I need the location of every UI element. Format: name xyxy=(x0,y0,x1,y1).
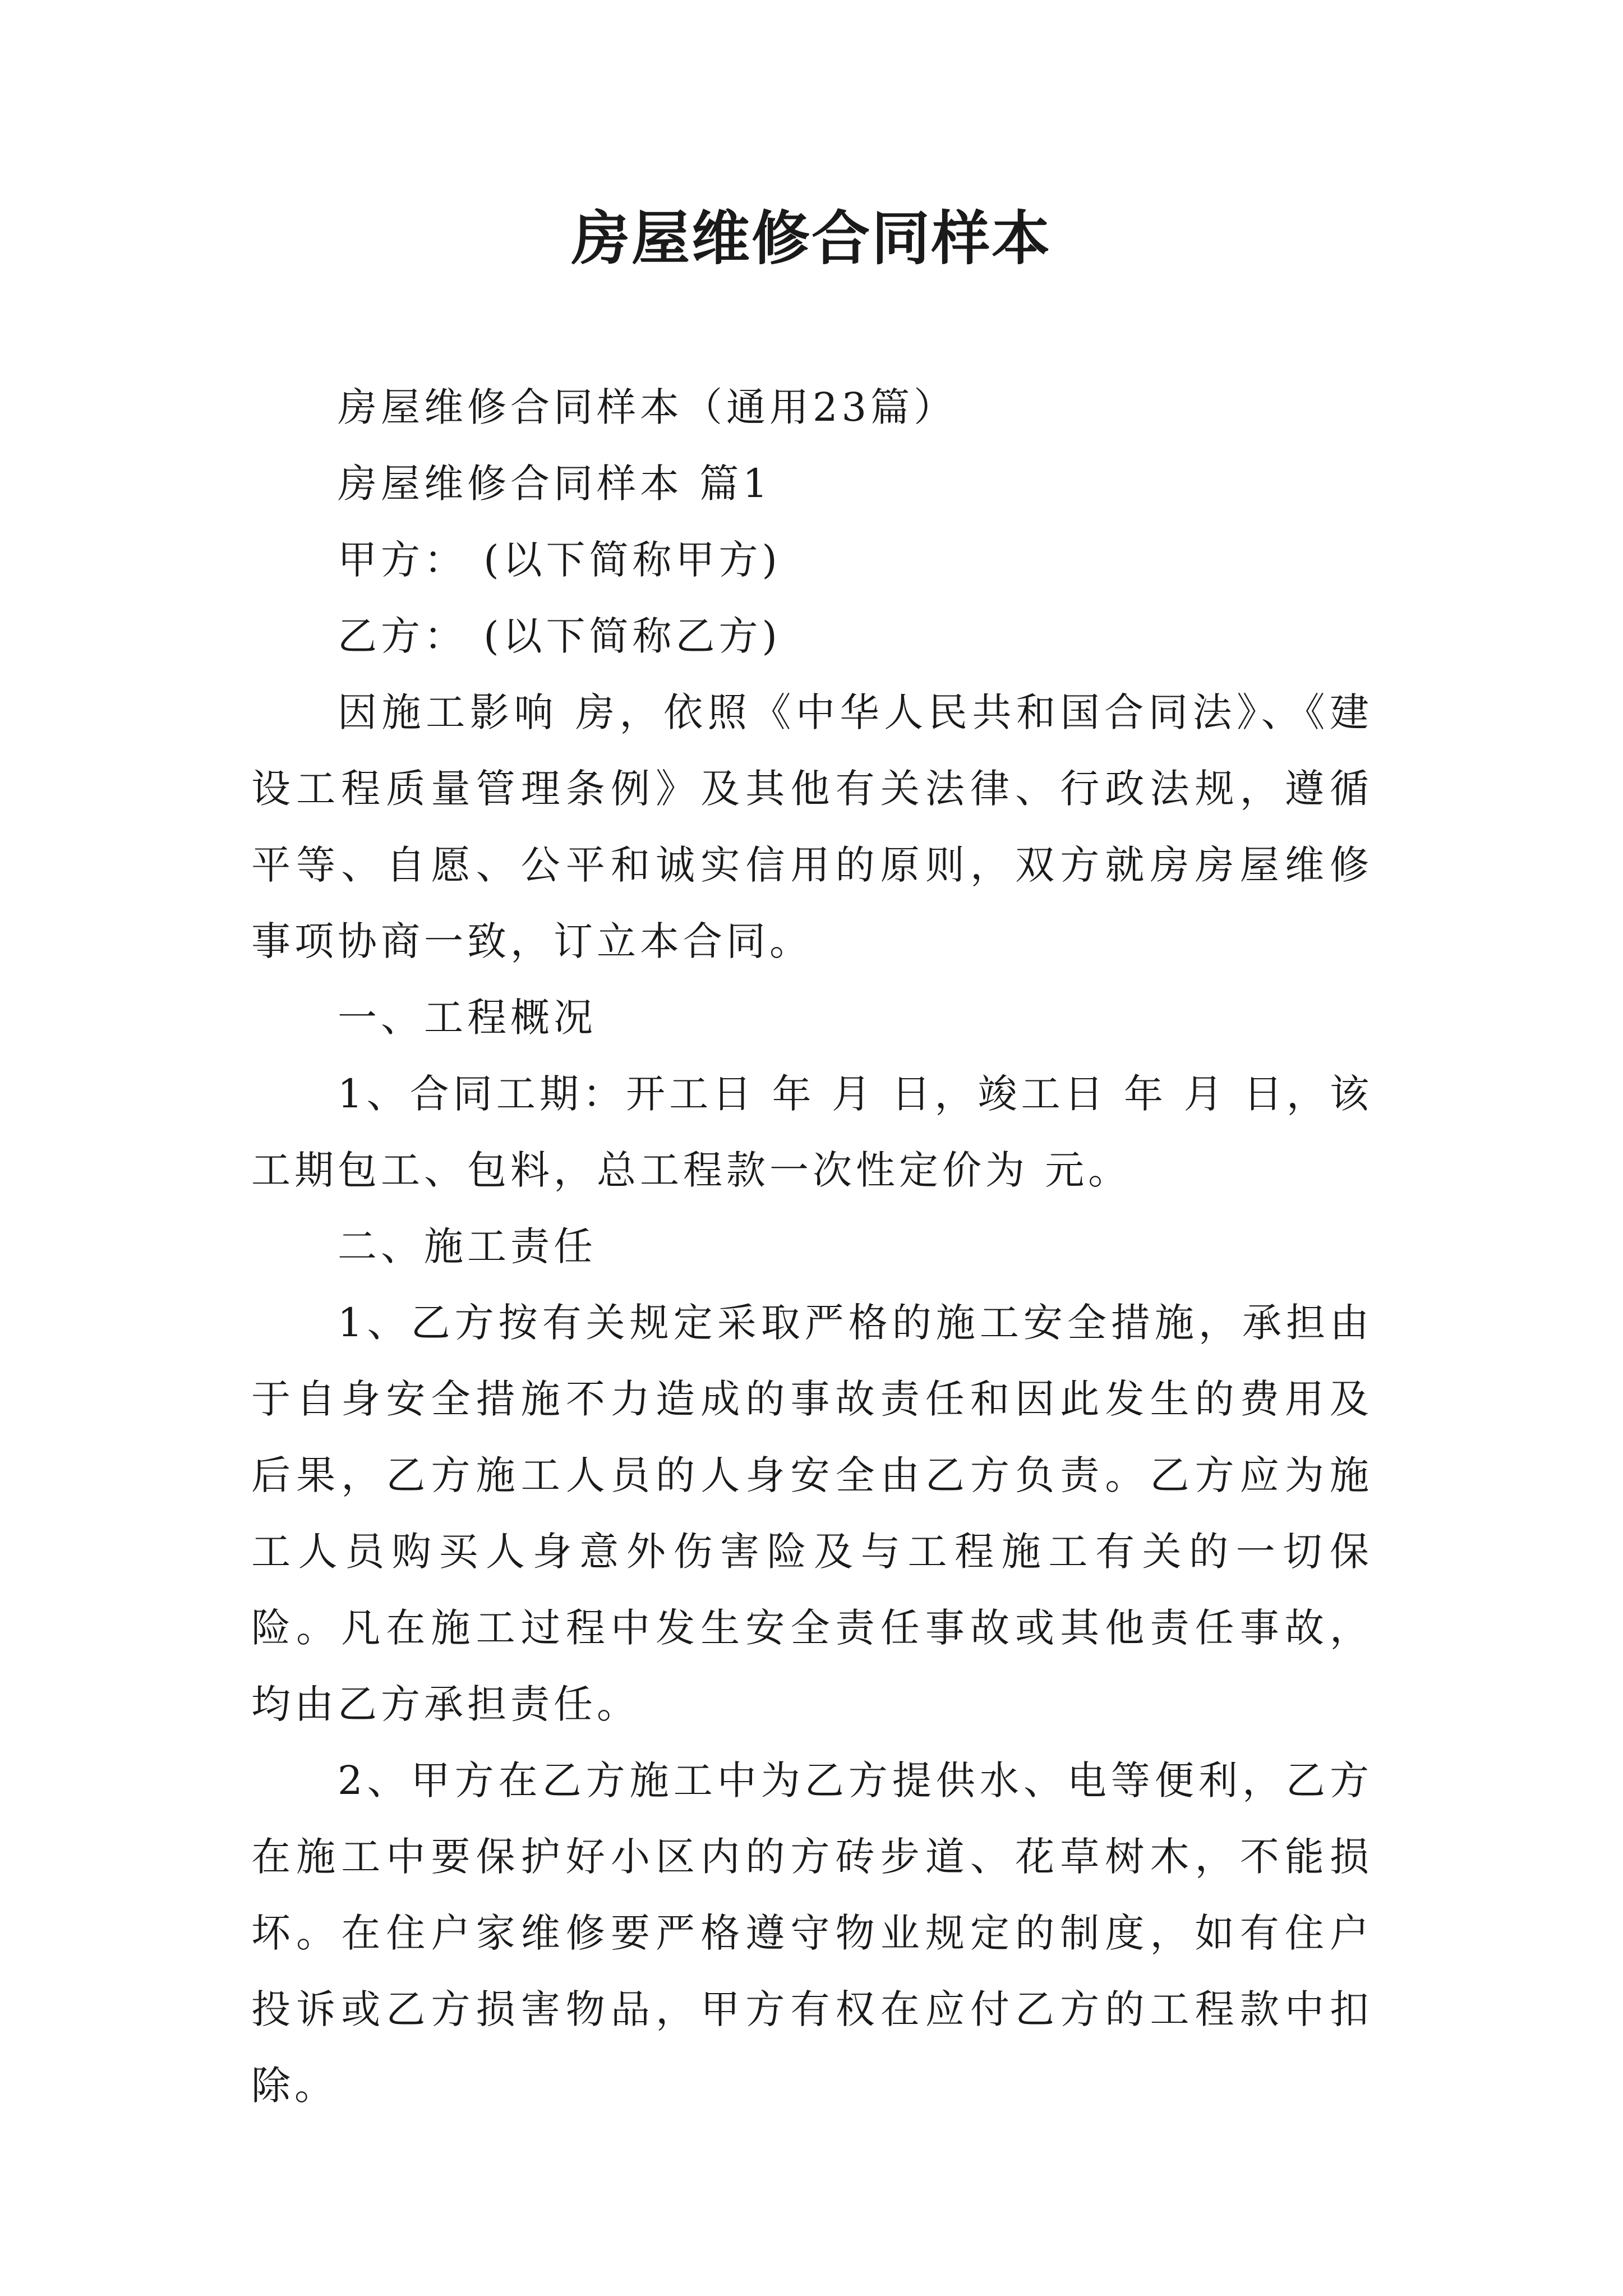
clause-site-protection: 2、甲方在乙方施工中为乙方提供水、电等便利，乙方在施工中要保护好小区内的方砖步道、花草树木，不能损坏。在住户家维修要严格遵守物业规定的制度，如有住户投诉或乙方损害物品，甲方有权在应付乙方的工程款中扣除。 xyxy=(251,1757,1373,2109)
party-b-line: 乙方： (以下简称乙方) xyxy=(338,613,781,659)
party-a-line: 甲方： (以下简称甲方) xyxy=(338,537,781,583)
heading-project-overview: 一、工程概况 xyxy=(338,995,597,1041)
section-heading: 房屋维修合同样本 篇1 xyxy=(338,461,772,507)
clause-safety-responsibility: 1、乙方按有关规定采取严格的施工安全措施，承担由于自身安全措施不力造成的事故责任和因此发生的费用及后果，乙方施工人员的人身安全由乙方负责。乙方应为施工人员购买人身意外伤害险及与工程施工有关的一切保险。凡在施工过程中发生安全责任事故或其他责任事故，均由乙方承担责任。 xyxy=(251,1300,1373,1727)
preamble-paragraph: 因施工影响 房，依照《中华人民共和国合同法》、《建设工程质量管理条例》及其他有关法律、行政法规，遵循平等、自愿、公平和诚实信用的原则，双方就房房屋维修事项协商一致，订立本合同。 xyxy=(251,689,1373,964)
clause-contract-period: 1、合同工期：开工日 年 月 日，竣工日 年 月 日，该工期包工、包料，总工程款一次性定价为 元。 xyxy=(251,1071,1373,1193)
document-subtitle: 房屋维修合同样本（通用23篇） xyxy=(338,384,957,430)
document-title: 房屋维修合同样本 xyxy=(571,204,1052,273)
document-body xyxy=(251,369,1373,2124)
heading-construction-responsibility: 二、施工责任 xyxy=(338,1223,597,1269)
